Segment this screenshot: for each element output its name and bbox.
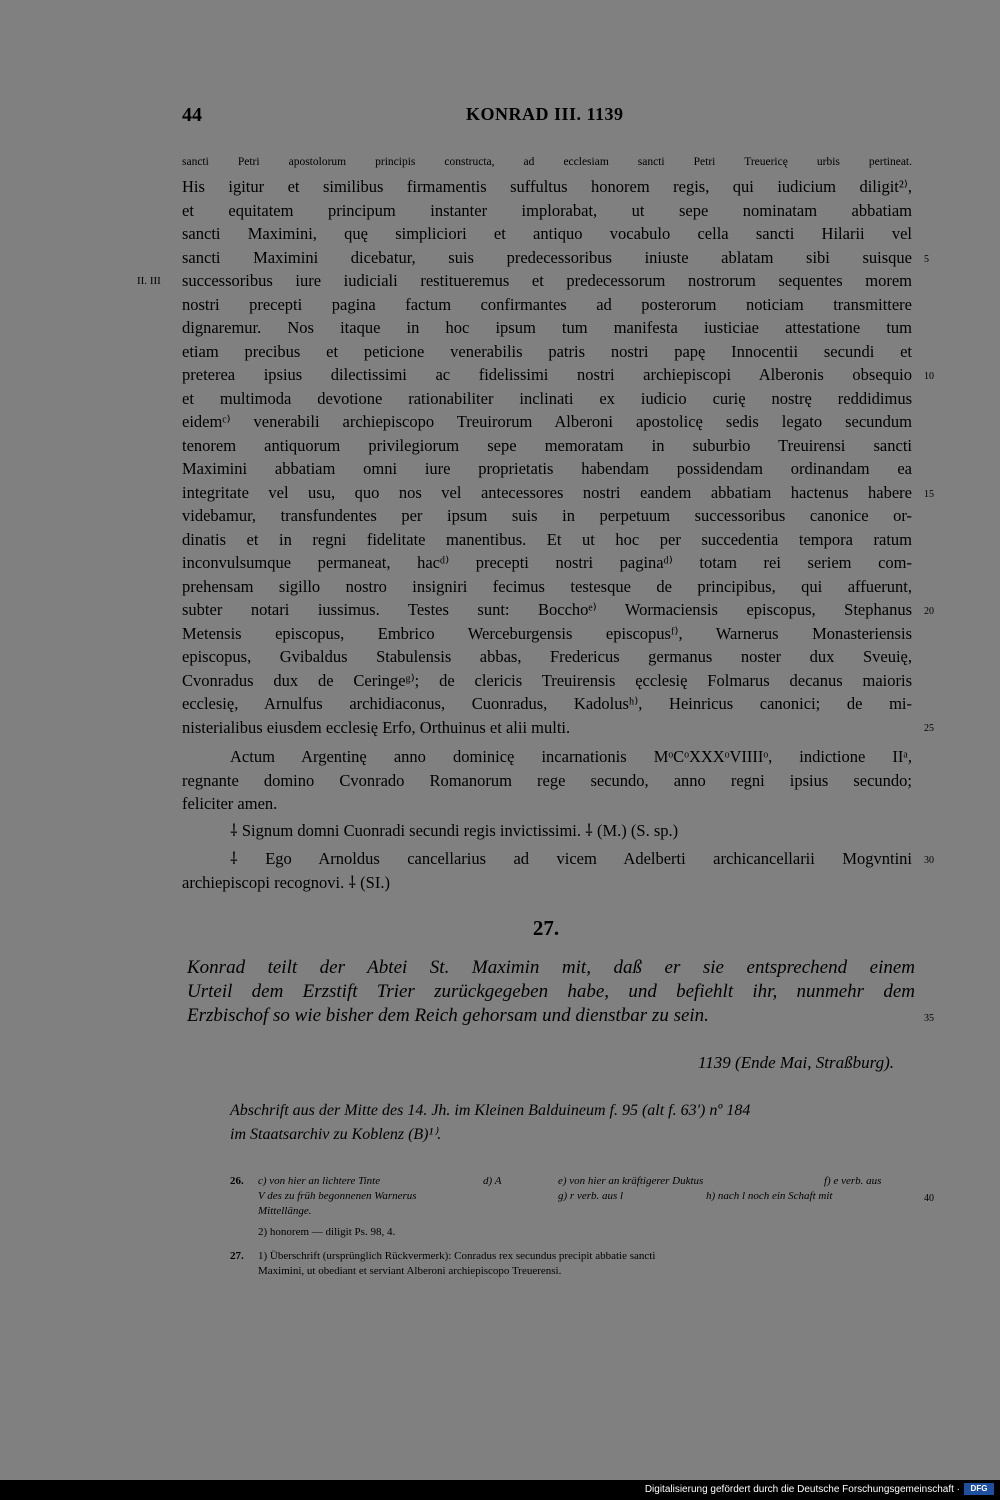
- footnote: V des zu früh begonnenen Warnerus: [258, 1190, 417, 1202]
- text-line: et multimoda devotione rationabiliter inclinati ex iudicio curię nostrę reddidimus: [182, 389, 912, 408]
- footnote: h) nach l noch ein Schaft mit: [706, 1190, 833, 1202]
- signum-line: ⸸ Signum domni Cuonradi secundi regis invictissimi. ⸸ (M.) (S. sp.): [230, 821, 679, 840]
- document-number: 27.: [532, 916, 560, 940]
- footer-credit: Digitalisierung gefördert durch die Deutsche Forschungsgemeinschaft ·: [644, 1484, 960, 1495]
- text-line: preterea ipsius dilectissimi ac fidelissimi nostri archiepiscopi Alberonis obsequio: [182, 365, 912, 384]
- running-title: KONRAD III. 1139: [466, 104, 624, 124]
- text-line: integritate vel usu, quo nos vel antecessores nostri eandem abbatiam hactenus habere: [182, 483, 912, 502]
- text-line: tenorem antiquorum privilegiorum sepe memoratam in suburbio Treuirensi sancti: [182, 436, 912, 455]
- line-number: 35: [924, 1013, 934, 1024]
- footer-bar: [0, 1480, 1000, 1500]
- text-line: videbamur, transfundentes per ipsum suis in perpetuum successoribus canonice or-: [182, 506, 912, 525]
- text-line: prehensam sigillo nostro insigniri fecimus testesque de principibus, qui affuerunt,: [182, 577, 912, 596]
- page-number: 44: [182, 104, 202, 126]
- text-line: etiam precibus et peticione venerabilis patris nostri papę Innocentii secundi et: [182, 342, 912, 361]
- line-number: 10: [924, 371, 934, 382]
- line-number: 40: [924, 1193, 934, 1204]
- text-line: feliciter amen.: [182, 794, 278, 813]
- text-line: sancti Petri apostolorum principis constructa, ad ecclesiam sancti Petri Treuericę urbis pertineat.: [182, 156, 912, 168]
- text-line: Cvonradus dux de Ceringeᵍ⁾; de clericis Treuirensis ęcclesię Folmarus decanus maioris: [182, 671, 912, 690]
- line-number: 30: [924, 855, 934, 866]
- text-line: sancti Maximini, quę simpliciori et antiquo vocabulo cella sancti Hilarii vel: [182, 224, 912, 243]
- text-line: nostri precepti pagina factum confirmantes ad posterorum noticiam transmittere: [182, 295, 912, 314]
- footnote: d) A: [483, 1175, 502, 1187]
- line-number: 20: [924, 606, 934, 617]
- footnote: c) von hier an lichtere Tinte: [258, 1175, 381, 1187]
- footnote: g) r verb. aus l: [558, 1190, 624, 1202]
- text-line: episcopus, Gvibaldus Stabulensis abbas, Fredericus germanus noster dux Sveuię,: [182, 647, 912, 666]
- regest-line: Erzbischof so wie bisher dem Reich gehorsam und dienstbar zu sein.: [187, 1005, 709, 1026]
- text-line: His igitur et similibus firmamentis suffultus honorem regis, qui iudicium diligit²⁾,: [182, 177, 912, 196]
- text-line: successoribus iure iudiciali restitueremus et predecessorum nostrorum sequentes morem: [182, 271, 912, 290]
- footnote: 2) honorem — diligit Ps. 98, 4.: [258, 1226, 396, 1238]
- footnote: Mittellänge.: [258, 1205, 312, 1217]
- margin-note: II. III: [137, 275, 161, 287]
- dateline: 1139 (Ende Mai, Straßburg).: [698, 1053, 894, 1072]
- recognition-line: ⸸ Ego Arnoldus cancellarius ad vicem Adelberti archicancellarii Mogvntini: [230, 849, 912, 868]
- text-line: regnante domino Cvonrado Romanorum rege secundo, anno regni ipsius secundo;: [182, 771, 912, 790]
- tradition-line: Abschrift aus der Mitte des 14. Jh. im Kleinen Balduineum f. 95 (alt f. 63') nº 184: [230, 1102, 751, 1119]
- text-line: eidemᶜ⁾ venerabili archiepiscopo Treuirorum Alberoni apostolicę sedis legato secundum: [182, 412, 912, 431]
- dfg-logo-icon[interactable]: DFG: [964, 1483, 994, 1495]
- line-number: 15: [924, 489, 934, 500]
- text-line: ecclesię, Arnulfus archidiaconus, Cuonradus, Kadolusʰ⁾, Heinricus canonici; de mi-: [182, 694, 912, 713]
- footnote-label: 26.: [230, 1175, 244, 1187]
- line-number: 25: [924, 723, 934, 734]
- regest-line: Urteil dem Erzstift Trier zurückgegeben habe, und befiehlt ihr, nunmehr dem: [187, 981, 915, 1002]
- text-line: subter notari iussimus. Testes sunt: Bocchoᵉ⁾ Wormaciensis episcopus, Stephanus: [182, 600, 912, 619]
- text-line: Actum Argentinę anno dominicę incarnationis MᵒCᵒXXXᵒVIIIIᵒ, indictione IIᵃ,: [230, 747, 912, 766]
- text-line: nisterialibus eiusdem ecclesię Erfo, Orthuinus et alii multi.: [182, 718, 571, 737]
- text-line: Metensis episcopus, Embrico Werceburgensis episcopusᶠ⁾, Warnerus Monasteriensis: [182, 624, 912, 643]
- text-line: dinatis et in regni fidelitate manentibus. Et ut hoc per succedentia tempora ratum: [182, 530, 912, 549]
- text-line: sancti Maximini dicebatur, suis predecessoribus iniuste ablatam sibi suisque: [182, 248, 912, 267]
- text-line: inconvulsumque permaneat, hacᵈ⁾ precepti nostri paginaᵈ⁾ totam rei seriem com-: [182, 553, 912, 572]
- footnote: Maximini, ut obediant et serviant Alberoni archiepiscopo Treuerensi.: [258, 1265, 562, 1277]
- recognition-line: archiepiscopi recognovi. ⸸ (SI.): [182, 873, 390, 892]
- footnote-label: 27.: [230, 1250, 244, 1262]
- text-line: dignaremur. Nos itaque in hoc ipsum tum manifesta iusticiae attestatione tum: [182, 318, 912, 337]
- line-number: 5: [924, 254, 929, 265]
- tradition-line: im Staatsarchiv zu Koblenz (B)¹⁾.: [230, 1126, 442, 1143]
- text-line: Maximini abbatiam omni iure proprietatis habendam possidendam ordinandam ea: [182, 459, 912, 478]
- regest-line: Konrad teilt der Abtei St. Maximin mit, daß er sie entsprechend einem: [187, 957, 915, 978]
- footnote: e) von hier an kräftigerer Duktus: [558, 1175, 704, 1187]
- footnote: f) e verb. aus: [824, 1175, 882, 1187]
- footnote: 1) Überschrift (ursprünglich Rückvermerk): Conradus rex secundus precipit abbatie sancti: [258, 1250, 656, 1262]
- text-line: et equitatem principum instanter implorabat, ut sepe nominatam abbatiam: [182, 201, 912, 220]
